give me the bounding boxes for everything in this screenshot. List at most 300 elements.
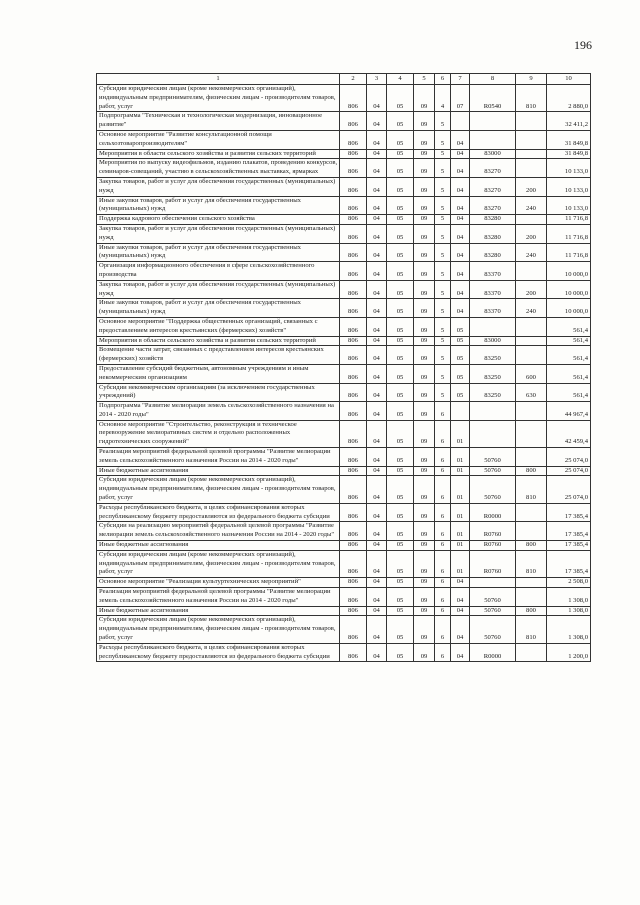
row-program: 09 bbox=[414, 159, 435, 178]
row-subprogram: 5 bbox=[435, 159, 451, 178]
row-expense-type bbox=[516, 588, 547, 607]
row-expense-type bbox=[516, 215, 547, 225]
row-section: 04 bbox=[367, 317, 387, 336]
table-row bbox=[97, 420, 591, 447]
row-activity: 04 bbox=[451, 196, 470, 215]
row-expense-type bbox=[516, 522, 547, 541]
row-expense-type bbox=[516, 448, 547, 467]
row-ministry: 806 bbox=[340, 177, 367, 196]
row-expense-type bbox=[516, 420, 547, 447]
header-cell: 10 bbox=[547, 74, 591, 85]
row-program: 09 bbox=[414, 299, 435, 318]
row-direction: 83280 bbox=[470, 224, 516, 243]
row-subprogram: 6 bbox=[435, 522, 451, 541]
row-direction: 83000 bbox=[470, 336, 516, 346]
row-activity: 01 bbox=[451, 476, 470, 503]
row-subprogram: 6 bbox=[435, 588, 451, 607]
row-amount: 561,4 bbox=[547, 383, 591, 402]
row-ministry: 806 bbox=[340, 503, 367, 522]
row-section: 04 bbox=[367, 196, 387, 215]
row-subprogram: 5 bbox=[435, 215, 451, 225]
row-name: Возмещение части затрат, связанных с представлением интересов крестьянских (фермерских) хозяйств bbox=[97, 346, 340, 365]
row-subsection: 05 bbox=[387, 616, 414, 643]
row-subprogram: 4 bbox=[435, 85, 451, 112]
row-ministry: 806 bbox=[340, 262, 367, 281]
row-program: 09 bbox=[414, 85, 435, 112]
row-ministry: 806 bbox=[340, 280, 367, 299]
row-amount: 1 308,0 bbox=[547, 606, 591, 616]
row-activity: 04 bbox=[451, 616, 470, 643]
row-direction bbox=[470, 112, 516, 131]
table-row bbox=[97, 130, 591, 149]
row-program: 09 bbox=[414, 503, 435, 522]
row-activity: 04 bbox=[451, 149, 470, 159]
row-program: 09 bbox=[414, 243, 435, 262]
row-ministry: 806 bbox=[340, 476, 367, 503]
row-subsection: 05 bbox=[387, 383, 414, 402]
row-subprogram: 6 bbox=[435, 402, 451, 421]
row-direction: 50760 bbox=[470, 606, 516, 616]
row-amount: 11 716,8 bbox=[547, 243, 591, 262]
row-direction: 83280 bbox=[470, 243, 516, 262]
table-row bbox=[97, 383, 591, 402]
row-ministry: 806 bbox=[340, 448, 367, 467]
row-name: Поддержка кадрового обеспечения сельского хозяйства bbox=[97, 215, 340, 225]
row-activity: 01 bbox=[451, 503, 470, 522]
row-expense-type: 810 bbox=[516, 616, 547, 643]
budget-table bbox=[96, 73, 591, 662]
row-activity: 04 bbox=[451, 159, 470, 178]
row-program: 09 bbox=[414, 550, 435, 577]
row-subsection: 05 bbox=[387, 420, 414, 447]
row-amount: 10 000,0 bbox=[547, 262, 591, 281]
row-name: Субсидии на реализацию мероприятий федеральной целевой программы "Развитие мелиорации земель сельскохозяйственного назначения России на 2014 - 2020 годы" bbox=[97, 522, 340, 541]
row-ministry: 806 bbox=[340, 317, 367, 336]
row-ministry: 806 bbox=[340, 588, 367, 607]
row-section: 04 bbox=[367, 280, 387, 299]
row-name: Реализация мероприятий федеральной целевой программы "Развитие мелиорации земель сельскохозяйственного назначения России на 2014 - 2020 годы" bbox=[97, 448, 340, 467]
row-direction: 50760 bbox=[470, 588, 516, 607]
row-section: 04 bbox=[367, 243, 387, 262]
row-expense-type: 200 bbox=[516, 224, 547, 243]
row-direction: 83270 bbox=[470, 177, 516, 196]
row-ministry: 806 bbox=[340, 522, 367, 541]
row-expense-type bbox=[516, 346, 547, 365]
row-program: 09 bbox=[414, 466, 435, 476]
row-subprogram: 6 bbox=[435, 606, 451, 616]
row-amount: 1 308,0 bbox=[547, 616, 591, 643]
row-direction: R0760 bbox=[470, 550, 516, 577]
row-activity: 04 bbox=[451, 262, 470, 281]
row-expense-type: 200 bbox=[516, 280, 547, 299]
row-amount: 10 000,0 bbox=[547, 280, 591, 299]
page-number: 196 bbox=[574, 38, 592, 52]
table-row bbox=[97, 317, 591, 336]
row-activity: 04 bbox=[451, 224, 470, 243]
row-subprogram: 5 bbox=[435, 336, 451, 346]
row-activity: 05 bbox=[451, 346, 470, 365]
row-direction bbox=[470, 317, 516, 336]
row-subsection: 05 bbox=[387, 177, 414, 196]
row-section: 04 bbox=[367, 466, 387, 476]
row-subsection: 05 bbox=[387, 448, 414, 467]
row-program: 09 bbox=[414, 588, 435, 607]
row-ministry: 806 bbox=[340, 130, 367, 149]
row-subsection: 05 bbox=[387, 317, 414, 336]
row-ministry: 806 bbox=[340, 364, 367, 383]
row-section: 04 bbox=[367, 402, 387, 421]
row-ministry: 806 bbox=[340, 346, 367, 365]
row-name: Субсидии некоммерческим организациям (за исключением государственных учреждений) bbox=[97, 383, 340, 402]
row-ministry: 806 bbox=[340, 336, 367, 346]
row-program: 09 bbox=[414, 448, 435, 467]
row-section: 04 bbox=[367, 149, 387, 159]
row-expense-type: 800 bbox=[516, 466, 547, 476]
row-section: 04 bbox=[367, 346, 387, 365]
table-row bbox=[97, 196, 591, 215]
row-subsection: 05 bbox=[387, 280, 414, 299]
row-subsection: 05 bbox=[387, 159, 414, 178]
table-row bbox=[97, 177, 591, 196]
row-activity: 04 bbox=[451, 578, 470, 588]
row-amount: 32 411,2 bbox=[547, 112, 591, 131]
row-section: 04 bbox=[367, 616, 387, 643]
table-row bbox=[97, 85, 591, 112]
row-name: Закупка товаров, работ и услуг для обеспечения государственных (муниципальных) нужд bbox=[97, 177, 340, 196]
row-amount: 11 716,8 bbox=[547, 215, 591, 225]
row-amount: 10 133,0 bbox=[547, 196, 591, 215]
row-ministry: 806 bbox=[340, 149, 367, 159]
row-direction: 83370 bbox=[470, 280, 516, 299]
row-program: 09 bbox=[414, 402, 435, 421]
row-activity: 04 bbox=[451, 130, 470, 149]
row-subsection: 05 bbox=[387, 522, 414, 541]
row-name: Организация информационного обеспечения в сфере сельскохозяйственного производства bbox=[97, 262, 340, 281]
table-row bbox=[97, 336, 591, 346]
row-section: 04 bbox=[367, 476, 387, 503]
row-name: Иные бюджетные ассигнования bbox=[97, 606, 340, 616]
row-amount: 561,4 bbox=[547, 336, 591, 346]
row-subprogram: 5 bbox=[435, 224, 451, 243]
row-direction: 83000 bbox=[470, 149, 516, 159]
row-subsection: 05 bbox=[387, 476, 414, 503]
row-expense-type: 810 bbox=[516, 550, 547, 577]
row-ministry: 806 bbox=[340, 541, 367, 551]
row-program: 09 bbox=[414, 112, 435, 131]
row-name: Мероприятия в области сельского хозяйства и развития сельских территорий bbox=[97, 149, 340, 159]
row-amount: 10 133,0 bbox=[547, 159, 591, 178]
row-activity bbox=[451, 112, 470, 131]
row-expense-type: 630 bbox=[516, 383, 547, 402]
row-ministry: 806 bbox=[340, 85, 367, 112]
row-subprogram: 6 bbox=[435, 448, 451, 467]
row-ministry: 806 bbox=[340, 299, 367, 318]
row-amount: 2 508,0 bbox=[547, 578, 591, 588]
row-section: 04 bbox=[367, 112, 387, 131]
row-subprogram: 6 bbox=[435, 476, 451, 503]
row-direction: 50760 bbox=[470, 476, 516, 503]
table-row bbox=[97, 299, 591, 318]
row-direction: 50760 bbox=[470, 466, 516, 476]
header-cell: 7 bbox=[451, 74, 470, 85]
row-name: Подпрограмма "Развитие мелиорации земель сельскохозяйственного назначения на 2014 - 2020 годы" bbox=[97, 402, 340, 421]
row-name: Закупка товаров, работ и услуг для обеспечения государственных (муниципальных) нужд bbox=[97, 280, 340, 299]
row-name: Иные бюджетные ассигнования bbox=[97, 541, 340, 551]
row-subprogram: 5 bbox=[435, 177, 451, 196]
row-expense-type bbox=[516, 159, 547, 178]
row-expense-type: 800 bbox=[516, 606, 547, 616]
table-row bbox=[97, 159, 591, 178]
row-direction: R0000 bbox=[470, 643, 516, 662]
row-direction bbox=[470, 402, 516, 421]
table-row bbox=[97, 346, 591, 365]
row-subprogram: 6 bbox=[435, 466, 451, 476]
row-ministry: 806 bbox=[340, 159, 367, 178]
row-amount: 10 000,0 bbox=[547, 299, 591, 318]
row-expense-type: 240 bbox=[516, 243, 547, 262]
row-name: Субсидии юридическим лицам (кроме некоммерческих организаций), индивидуальным предпринимателям, физическим лицам - производителям товаров, работ, услуг bbox=[97, 616, 340, 643]
row-direction: 83370 bbox=[470, 262, 516, 281]
row-direction: 83250 bbox=[470, 364, 516, 383]
row-name: Реализация мероприятий федеральной целевой программы "Развитие мелиорации земель сельскохозяйственного назначения России на 2014 - 2020 годы" bbox=[97, 588, 340, 607]
row-activity: 04 bbox=[451, 606, 470, 616]
row-name: Иные закупки товаров, работ и услуг для обеспечения государственных (муниципальных) нужд bbox=[97, 196, 340, 215]
row-subprogram: 6 bbox=[435, 503, 451, 522]
header-cell: 8 bbox=[470, 74, 516, 85]
row-amount: 10 133,0 bbox=[547, 177, 591, 196]
row-subsection: 05 bbox=[387, 578, 414, 588]
row-subsection: 05 bbox=[387, 606, 414, 616]
table-row bbox=[97, 541, 591, 551]
row-expense-type bbox=[516, 578, 547, 588]
row-subprogram: 6 bbox=[435, 643, 451, 662]
header-cell: 1 bbox=[97, 74, 340, 85]
row-expense-type bbox=[516, 402, 547, 421]
table-row bbox=[97, 643, 591, 662]
row-subsection: 05 bbox=[387, 550, 414, 577]
row-program: 09 bbox=[414, 420, 435, 447]
table-row bbox=[97, 280, 591, 299]
row-name: Иные бюджетные ассигнования bbox=[97, 466, 340, 476]
row-expense-type: 810 bbox=[516, 476, 547, 503]
row-section: 04 bbox=[367, 364, 387, 383]
row-subprogram: 5 bbox=[435, 112, 451, 131]
row-subprogram: 5 bbox=[435, 130, 451, 149]
row-section: 04 bbox=[367, 420, 387, 447]
table-row bbox=[97, 588, 591, 607]
row-direction: 83270 bbox=[470, 196, 516, 215]
row-ministry: 806 bbox=[340, 196, 367, 215]
row-section: 04 bbox=[367, 448, 387, 467]
row-expense-type: 240 bbox=[516, 196, 547, 215]
row-subprogram: 5 bbox=[435, 280, 451, 299]
row-direction: R0760 bbox=[470, 541, 516, 551]
row-subsection: 05 bbox=[387, 346, 414, 365]
row-expense-type bbox=[516, 149, 547, 159]
row-ministry: 806 bbox=[340, 112, 367, 131]
table-row bbox=[97, 402, 591, 421]
row-ministry: 806 bbox=[340, 383, 367, 402]
row-activity: 05 bbox=[451, 336, 470, 346]
row-program: 09 bbox=[414, 130, 435, 149]
header-cell: 5 bbox=[414, 74, 435, 85]
row-program: 09 bbox=[414, 606, 435, 616]
row-ministry: 806 bbox=[340, 550, 367, 577]
row-amount: 17 385,4 bbox=[547, 541, 591, 551]
row-program: 09 bbox=[414, 364, 435, 383]
row-ministry: 806 bbox=[340, 243, 367, 262]
row-section: 04 bbox=[367, 606, 387, 616]
row-expense-type bbox=[516, 643, 547, 662]
row-activity: 01 bbox=[451, 541, 470, 551]
row-subsection: 05 bbox=[387, 262, 414, 281]
row-amount: 561,4 bbox=[547, 317, 591, 336]
row-direction bbox=[470, 130, 516, 149]
row-program: 09 bbox=[414, 346, 435, 365]
row-amount: 25 074,0 bbox=[547, 448, 591, 467]
row-section: 04 bbox=[367, 224, 387, 243]
row-name: Основное мероприятие "Развитие консультационной помощи сельхозтоваропроизводителям" bbox=[97, 130, 340, 149]
row-expense-type bbox=[516, 336, 547, 346]
row-direction: 83250 bbox=[470, 346, 516, 365]
row-expense-type: 810 bbox=[516, 85, 547, 112]
row-activity: 05 bbox=[451, 317, 470, 336]
table-row bbox=[97, 476, 591, 503]
row-program: 09 bbox=[414, 196, 435, 215]
header-cell: 3 bbox=[367, 74, 387, 85]
row-name: Основное мероприятие "Строительство, реконструкция и техническое перевооружение мелиоративных систем и отдельно расположенных гидротехнических сооружений" bbox=[97, 420, 340, 447]
table-row bbox=[97, 149, 591, 159]
row-name: Основное мероприятие "Поддержка общественных организаций, связанных с предоставлением интересов крестьянских (фермерских) хозяйств" bbox=[97, 317, 340, 336]
row-name: Мероприятия по выпуску видеофильмов, изданию плакатов, проведению конкурсов, семинаров-совещаний, участию в сельскохозяйственных выставках, ярмарках bbox=[97, 159, 340, 178]
row-program: 09 bbox=[414, 643, 435, 662]
table-row bbox=[97, 466, 591, 476]
row-subsection: 05 bbox=[387, 224, 414, 243]
row-subsection: 05 bbox=[387, 336, 414, 346]
header-cell: 2 bbox=[340, 74, 367, 85]
row-direction bbox=[470, 578, 516, 588]
row-subprogram: 6 bbox=[435, 420, 451, 447]
row-activity: 07 bbox=[451, 85, 470, 112]
row-subprogram: 5 bbox=[435, 317, 451, 336]
row-program: 09 bbox=[414, 476, 435, 503]
row-direction: R0000 bbox=[470, 503, 516, 522]
row-direction: 50760 bbox=[470, 616, 516, 643]
row-ministry: 806 bbox=[340, 224, 367, 243]
row-section: 04 bbox=[367, 383, 387, 402]
row-subsection: 05 bbox=[387, 299, 414, 318]
row-program: 09 bbox=[414, 262, 435, 281]
row-name: Субсидии юридическим лицам (кроме некоммерческих организаций), индивидуальным предпринимателям, физическим лицам - производителям товаров, работ, услуг bbox=[97, 85, 340, 112]
row-amount: 1 308,0 bbox=[547, 588, 591, 607]
row-section: 04 bbox=[367, 85, 387, 112]
row-activity: 01 bbox=[451, 420, 470, 447]
row-activity bbox=[451, 402, 470, 421]
row-name: Расходы республиканского бюджета, в целях софинансирования которых республиканскому бюджету предоставляются из федерального бюджета субсидии bbox=[97, 503, 340, 522]
row-name: Основное мероприятие "Реализация культуртехнических мероприятий" bbox=[97, 578, 340, 588]
row-subprogram: 6 bbox=[435, 541, 451, 551]
row-amount: 17 385,4 bbox=[547, 522, 591, 541]
row-subsection: 05 bbox=[387, 643, 414, 662]
row-subsection: 05 bbox=[387, 85, 414, 112]
row-direction: R0540 bbox=[470, 85, 516, 112]
row-section: 04 bbox=[367, 588, 387, 607]
row-subprogram: 6 bbox=[435, 550, 451, 577]
row-subprogram: 5 bbox=[435, 364, 451, 383]
row-subsection: 05 bbox=[387, 243, 414, 262]
table-row bbox=[97, 112, 591, 131]
row-ministry: 806 bbox=[340, 402, 367, 421]
row-amount: 1 200,0 bbox=[547, 643, 591, 662]
row-expense-type: 800 bbox=[516, 541, 547, 551]
row-subprogram: 5 bbox=[435, 243, 451, 262]
row-subprogram: 5 bbox=[435, 383, 451, 402]
table-row bbox=[97, 215, 591, 225]
row-program: 09 bbox=[414, 541, 435, 551]
row-ministry: 806 bbox=[340, 215, 367, 225]
row-subsection: 05 bbox=[387, 541, 414, 551]
row-ministry: 806 bbox=[340, 606, 367, 616]
row-ministry: 806 bbox=[340, 466, 367, 476]
row-direction: 83280 bbox=[470, 215, 516, 225]
row-section: 04 bbox=[367, 299, 387, 318]
row-subprogram: 5 bbox=[435, 149, 451, 159]
table-header-row bbox=[97, 74, 591, 85]
table-row bbox=[97, 243, 591, 262]
row-subprogram: 5 bbox=[435, 299, 451, 318]
row-section: 04 bbox=[367, 159, 387, 178]
row-expense-type bbox=[516, 503, 547, 522]
header-cell: 4 bbox=[387, 74, 414, 85]
row-name: Иные закупки товаров, работ и услуг для обеспечения государственных (муниципальных) нужд bbox=[97, 243, 340, 262]
row-expense-type: 200 bbox=[516, 177, 547, 196]
table-row bbox=[97, 616, 591, 643]
row-section: 04 bbox=[367, 578, 387, 588]
table-row bbox=[97, 606, 591, 616]
row-subsection: 05 bbox=[387, 215, 414, 225]
header-cell: 9 bbox=[516, 74, 547, 85]
row-program: 09 bbox=[414, 383, 435, 402]
table-row bbox=[97, 550, 591, 577]
table-row bbox=[97, 262, 591, 281]
row-name: Мероприятия в области сельского хозяйства и развития сельских территорий bbox=[97, 336, 340, 346]
row-direction: 83370 bbox=[470, 299, 516, 318]
row-section: 04 bbox=[367, 262, 387, 281]
row-activity: 04 bbox=[451, 177, 470, 196]
table-row bbox=[97, 224, 591, 243]
row-section: 04 bbox=[367, 130, 387, 149]
row-subsection: 05 bbox=[387, 503, 414, 522]
row-program: 09 bbox=[414, 177, 435, 196]
row-program: 09 bbox=[414, 578, 435, 588]
row-expense-type bbox=[516, 262, 547, 281]
row-section: 04 bbox=[367, 522, 387, 541]
row-section: 04 bbox=[367, 336, 387, 346]
row-amount: 2 880,0 bbox=[547, 85, 591, 112]
row-activity: 05 bbox=[451, 364, 470, 383]
table-row bbox=[97, 522, 591, 541]
row-activity: 04 bbox=[451, 215, 470, 225]
row-section: 04 bbox=[367, 550, 387, 577]
row-section: 04 bbox=[367, 643, 387, 662]
row-name: Иные закупки товаров, работ и услуг для обеспечения государственных (муниципальных) нужд bbox=[97, 299, 340, 318]
row-subprogram: 6 bbox=[435, 578, 451, 588]
header-cell: 6 bbox=[435, 74, 451, 85]
row-ministry: 806 bbox=[340, 578, 367, 588]
row-name: Предоставление субсидий бюджетным, автономным учреждениям и иным некоммерческим организациям bbox=[97, 364, 340, 383]
row-activity: 01 bbox=[451, 448, 470, 467]
row-amount: 25 074,0 bbox=[547, 476, 591, 503]
